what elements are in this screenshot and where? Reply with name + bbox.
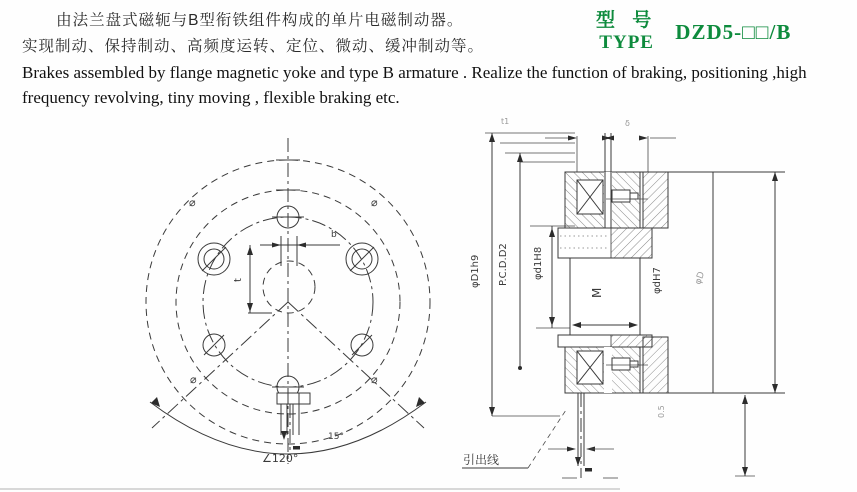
- dim-gap: 0.5: [657, 405, 666, 418]
- lead-wires: [548, 393, 666, 478]
- angle-small-label: 15°: [328, 432, 344, 442]
- intro-en-line2: frequency revolving, tiny moving , flexible braking etc.: [22, 88, 400, 107]
- keyway-depth-label: t: [233, 278, 244, 282]
- dim-spigot-dia: φd1H8: [533, 246, 544, 280]
- hole-dia-symbol: ⌀: [190, 373, 197, 386]
- technical-drawings: [0, 108, 857, 492]
- front-view-drawing: [146, 138, 430, 465]
- keyway-width-label: b: [331, 230, 337, 240]
- type-label-en: TYPE: [599, 32, 654, 53]
- lead-note-text: 引出线: [463, 453, 500, 467]
- angle-label: ∠120°: [262, 452, 299, 465]
- hub-assembly: [558, 228, 707, 347]
- type-designation: [596, 10, 791, 54]
- dim-pcd: P.C.D.D2: [498, 243, 509, 286]
- hole-dia-symbol: ⌀: [371, 373, 378, 386]
- bottom-right-dimension: [735, 395, 755, 476]
- outer-dia-dimension: [772, 172, 778, 393]
- screw-top: [612, 190, 630, 202]
- type-model-code: DZD5-□□/B: [675, 19, 792, 44]
- hole-dia-symbol: ⌀: [371, 196, 378, 209]
- dim-outer-dia: φD: [693, 270, 708, 287]
- intro-cn-line2: 实现制动、保持制动、高频度运转、定位、微动、缓冲制动等。: [22, 38, 485, 55]
- section-view-drawing: [462, 117, 785, 478]
- dim-flange-dia: φD1h9: [470, 254, 481, 288]
- screw-bottom: [612, 358, 630, 370]
- lead-wire-note: [462, 410, 566, 468]
- yoke-top-section: [565, 172, 668, 228]
- intro-en-line1: Brakes assembled by flange magnetic yoke and type B armature . Realize the function of braking, positioning ,high: [22, 63, 807, 82]
- type-label-cn: 型 号: [596, 10, 658, 31]
- type-labels: [596, 10, 657, 54]
- dim-small-delta: δ: [625, 119, 630, 128]
- hub-mark-label: M: [590, 287, 604, 298]
- dim-small-t1: t1: [501, 117, 510, 126]
- hole-dia-symbol: ⌀: [189, 196, 196, 209]
- shaft-bore: [233, 230, 340, 313]
- intro-cn-line1: 由法兰盘式磁轭与B型衔铁组件构成的单片电磁制动器。: [56, 12, 464, 29]
- dim-bore: φdH7: [652, 267, 663, 294]
